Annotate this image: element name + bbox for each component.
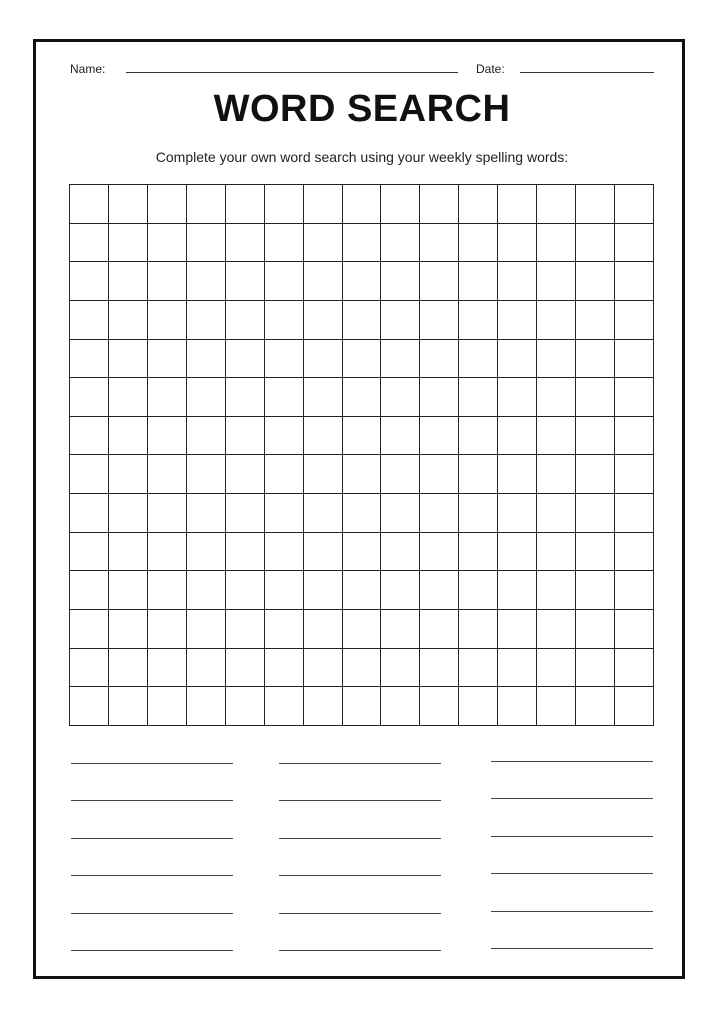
grid-cell[interactable] bbox=[498, 687, 537, 726]
word-search-grid bbox=[69, 184, 654, 726]
grid-cell[interactable] bbox=[109, 610, 148, 649]
grid-cell[interactable] bbox=[187, 533, 226, 572]
grid-cell[interactable] bbox=[304, 185, 343, 224]
grid-cell[interactable] bbox=[537, 417, 576, 456]
grid-cell[interactable] bbox=[265, 417, 304, 456]
grid-cell[interactable] bbox=[459, 571, 498, 610]
grid-cell[interactable] bbox=[537, 455, 576, 494]
grid-cell[interactable] bbox=[343, 224, 382, 263]
grid-cell[interactable] bbox=[420, 378, 459, 417]
grid-cell[interactable] bbox=[420, 417, 459, 456]
grid-cell[interactable] bbox=[498, 340, 537, 379]
word-entry-line[interactable] bbox=[491, 873, 653, 874]
grid-cell[interactable] bbox=[537, 494, 576, 533]
grid-cell[interactable] bbox=[265, 687, 304, 726]
grid-cell[interactable] bbox=[381, 185, 420, 224]
word-entry-line[interactable] bbox=[279, 875, 441, 876]
grid-cell[interactable] bbox=[615, 378, 654, 417]
page-title: WORD SEARCH bbox=[213, 88, 511, 130]
grid-cell[interactable] bbox=[343, 610, 382, 649]
grid-cell[interactable] bbox=[498, 533, 537, 572]
grid-cell[interactable] bbox=[304, 301, 343, 340]
word-entry-line[interactable] bbox=[491, 911, 653, 912]
grid-cell[interactable] bbox=[498, 417, 537, 456]
grid-cell[interactable] bbox=[148, 571, 187, 610]
grid-cell[interactable] bbox=[576, 533, 615, 572]
grid-cell[interactable] bbox=[420, 649, 459, 688]
grid-cell[interactable] bbox=[537, 185, 576, 224]
grid-cell[interactable] bbox=[226, 455, 265, 494]
grid-cell[interactable] bbox=[148, 687, 187, 726]
grid-cell[interactable] bbox=[459, 378, 498, 417]
grid-cell[interactable] bbox=[70, 340, 109, 379]
grid-cell[interactable] bbox=[498, 301, 537, 340]
grid-cell[interactable] bbox=[226, 262, 265, 301]
grid-cell[interactable] bbox=[187, 378, 226, 417]
grid-cell[interactable] bbox=[265, 649, 304, 688]
word-entry-line[interactable] bbox=[71, 763, 233, 764]
grid-cell[interactable] bbox=[498, 494, 537, 533]
grid-cell[interactable] bbox=[187, 610, 226, 649]
grid-cell[interactable] bbox=[226, 417, 265, 456]
grid-cell[interactable] bbox=[615, 610, 654, 649]
grid-cell[interactable] bbox=[381, 610, 420, 649]
grid-cell[interactable] bbox=[148, 610, 187, 649]
grid-cell[interactable] bbox=[381, 340, 420, 379]
grid-cell[interactable] bbox=[109, 687, 148, 726]
word-entry-line[interactable] bbox=[491, 798, 653, 799]
grid-cell[interactable] bbox=[576, 378, 615, 417]
grid-cell[interactable] bbox=[420, 455, 459, 494]
name-label: Name: bbox=[70, 62, 106, 76]
grid-cell[interactable] bbox=[576, 224, 615, 263]
date-field[interactable] bbox=[520, 72, 654, 73]
grid-cell[interactable] bbox=[381, 571, 420, 610]
grid-cell[interactable] bbox=[304, 340, 343, 379]
grid-cell[interactable] bbox=[187, 185, 226, 224]
grid-cell[interactable] bbox=[459, 494, 498, 533]
grid-cell[interactable] bbox=[381, 649, 420, 688]
grid-cell[interactable] bbox=[304, 378, 343, 417]
grid-cell[interactable] bbox=[381, 262, 420, 301]
grid-cell[interactable] bbox=[381, 687, 420, 726]
grid-cell[interactable] bbox=[226, 224, 265, 263]
grid-cell[interactable] bbox=[381, 533, 420, 572]
grid-cell[interactable] bbox=[187, 301, 226, 340]
grid-cell[interactable] bbox=[343, 494, 382, 533]
grid-cell[interactable] bbox=[70, 533, 109, 572]
grid-cell[interactable] bbox=[70, 185, 109, 224]
grid-cell[interactable] bbox=[109, 649, 148, 688]
grid-cell[interactable] bbox=[420, 301, 459, 340]
grid-cell[interactable] bbox=[148, 455, 187, 494]
word-entry-line[interactable] bbox=[71, 838, 233, 839]
name-field[interactable] bbox=[126, 72, 458, 73]
grid-cell[interactable] bbox=[459, 649, 498, 688]
grid-cell[interactable] bbox=[70, 301, 109, 340]
grid-cell[interactable] bbox=[265, 571, 304, 610]
grid-cell[interactable] bbox=[148, 185, 187, 224]
grid-cell[interactable] bbox=[109, 224, 148, 263]
grid-cell[interactable] bbox=[187, 455, 226, 494]
word-entry-line[interactable] bbox=[279, 838, 441, 839]
grid-cell[interactable] bbox=[70, 610, 109, 649]
grid-cell[interactable] bbox=[148, 224, 187, 263]
grid-cell[interactable] bbox=[420, 533, 459, 572]
grid-cell[interactable] bbox=[109, 301, 148, 340]
grid-cell[interactable] bbox=[109, 533, 148, 572]
grid-cell[interactable] bbox=[420, 224, 459, 263]
word-entry-line[interactable] bbox=[279, 800, 441, 801]
grid-cell[interactable] bbox=[304, 610, 343, 649]
grid-cell[interactable] bbox=[459, 533, 498, 572]
grid-cell[interactable] bbox=[343, 455, 382, 494]
grid-cell[interactable] bbox=[420, 185, 459, 224]
grid-cell[interactable] bbox=[109, 494, 148, 533]
grid-cell[interactable] bbox=[537, 649, 576, 688]
grid-cell[interactable] bbox=[537, 687, 576, 726]
grid-cell[interactable] bbox=[148, 494, 187, 533]
grid-cell[interactable] bbox=[304, 224, 343, 263]
grid-cell[interactable] bbox=[615, 417, 654, 456]
grid-cell[interactable] bbox=[226, 340, 265, 379]
grid-cell[interactable] bbox=[70, 262, 109, 301]
grid-cell[interactable] bbox=[576, 494, 615, 533]
grid-cell[interactable] bbox=[226, 494, 265, 533]
grid-cell[interactable] bbox=[615, 687, 654, 726]
grid-cell[interactable] bbox=[343, 533, 382, 572]
word-entry-line[interactable] bbox=[279, 950, 441, 951]
grid-cell[interactable] bbox=[187, 571, 226, 610]
grid-cell[interactable] bbox=[381, 224, 420, 263]
grid-cell[interactable] bbox=[304, 262, 343, 301]
word-entry-line[interactable] bbox=[279, 913, 441, 914]
grid-cell[interactable] bbox=[576, 571, 615, 610]
grid-cell[interactable] bbox=[498, 185, 537, 224]
grid-cell[interactable] bbox=[576, 455, 615, 494]
grid-cell[interactable] bbox=[70, 455, 109, 494]
grid-cell[interactable] bbox=[187, 687, 226, 726]
grid-cell[interactable] bbox=[343, 571, 382, 610]
grid-cell[interactable] bbox=[615, 262, 654, 301]
grid-cell[interactable] bbox=[148, 649, 187, 688]
grid-cell[interactable] bbox=[537, 262, 576, 301]
date-label: Date: bbox=[476, 62, 505, 76]
word-entry-line[interactable] bbox=[491, 761, 653, 762]
grid-cell[interactable] bbox=[576, 185, 615, 224]
grid-cell[interactable] bbox=[459, 224, 498, 263]
grid-cell[interactable] bbox=[70, 687, 109, 726]
grid-cell[interactable] bbox=[615, 649, 654, 688]
grid-cell[interactable] bbox=[537, 224, 576, 263]
grid-cell[interactable] bbox=[576, 262, 615, 301]
grid-cell[interactable] bbox=[420, 687, 459, 726]
grid-cell[interactable] bbox=[537, 378, 576, 417]
grid-cell[interactable] bbox=[187, 417, 226, 456]
grid-cell[interactable] bbox=[576, 649, 615, 688]
grid-cell[interactable] bbox=[265, 610, 304, 649]
grid-cell[interactable] bbox=[265, 185, 304, 224]
grid-cell[interactable] bbox=[615, 301, 654, 340]
grid-cell[interactable] bbox=[420, 494, 459, 533]
grid-cell[interactable] bbox=[226, 649, 265, 688]
grid-cell[interactable] bbox=[265, 262, 304, 301]
grid-cell[interactable] bbox=[381, 417, 420, 456]
word-entry-line[interactable] bbox=[491, 948, 653, 949]
grid-cell[interactable] bbox=[70, 571, 109, 610]
grid-cell[interactable] bbox=[109, 571, 148, 610]
grid-cell[interactable] bbox=[459, 340, 498, 379]
grid-cell[interactable] bbox=[459, 610, 498, 649]
grid-cell[interactable] bbox=[537, 340, 576, 379]
grid-cell[interactable] bbox=[304, 417, 343, 456]
word-entry-line[interactable] bbox=[71, 875, 233, 876]
grid-cell[interactable] bbox=[187, 494, 226, 533]
grid-cell[interactable] bbox=[498, 571, 537, 610]
grid-cell[interactable] bbox=[343, 185, 382, 224]
word-entry-line[interactable] bbox=[71, 950, 233, 951]
grid-cell[interactable] bbox=[615, 455, 654, 494]
grid-cell[interactable] bbox=[226, 185, 265, 224]
grid-cell[interactable] bbox=[265, 455, 304, 494]
grid-cell[interactable] bbox=[304, 687, 343, 726]
grid-cell[interactable] bbox=[343, 649, 382, 688]
grid-cell[interactable] bbox=[420, 610, 459, 649]
grid-cell[interactable] bbox=[304, 455, 343, 494]
grid-cell[interactable] bbox=[148, 533, 187, 572]
grid-cell[interactable] bbox=[615, 494, 654, 533]
grid-cell[interactable] bbox=[537, 301, 576, 340]
grid-cell[interactable] bbox=[226, 378, 265, 417]
grid-cell[interactable] bbox=[70, 417, 109, 456]
grid-cell[interactable] bbox=[498, 649, 537, 688]
grid-cell[interactable] bbox=[265, 301, 304, 340]
grid-cell[interactable] bbox=[226, 571, 265, 610]
grid-cell[interactable] bbox=[615, 185, 654, 224]
grid-cell[interactable] bbox=[226, 301, 265, 340]
grid-cell[interactable] bbox=[498, 378, 537, 417]
grid-cell[interactable] bbox=[148, 340, 187, 379]
grid-cell[interactable] bbox=[70, 224, 109, 263]
grid-cell[interactable] bbox=[148, 378, 187, 417]
grid-cell[interactable] bbox=[109, 185, 148, 224]
grid-cell[interactable] bbox=[537, 610, 576, 649]
grid-cell[interactable] bbox=[576, 301, 615, 340]
grid-cell[interactable] bbox=[420, 571, 459, 610]
grid-cell[interactable] bbox=[343, 340, 382, 379]
grid-cell[interactable] bbox=[343, 417, 382, 456]
word-entry-line[interactable] bbox=[71, 913, 233, 914]
grid-cell[interactable] bbox=[148, 417, 187, 456]
grid-cell[interactable] bbox=[109, 340, 148, 379]
grid-cell[interactable] bbox=[459, 455, 498, 494]
grid-cell[interactable] bbox=[615, 533, 654, 572]
grid-cell[interactable] bbox=[265, 224, 304, 263]
grid-cell[interactable] bbox=[459, 185, 498, 224]
grid-cell[interactable] bbox=[615, 340, 654, 379]
grid-cell[interactable] bbox=[459, 687, 498, 726]
grid-cell[interactable] bbox=[226, 533, 265, 572]
grid-cell[interactable] bbox=[304, 494, 343, 533]
grid-cell[interactable] bbox=[226, 687, 265, 726]
grid-cell[interactable] bbox=[70, 649, 109, 688]
grid-cell[interactable] bbox=[498, 262, 537, 301]
grid-cell[interactable] bbox=[420, 262, 459, 301]
grid-cell[interactable] bbox=[420, 340, 459, 379]
grid-cell[interactable] bbox=[109, 455, 148, 494]
grid-cell[interactable] bbox=[498, 610, 537, 649]
grid-cell[interactable] bbox=[537, 533, 576, 572]
grid-cell[interactable] bbox=[615, 224, 654, 263]
grid-cell[interactable] bbox=[265, 533, 304, 572]
grid-cell[interactable] bbox=[187, 340, 226, 379]
grid-cell[interactable] bbox=[498, 224, 537, 263]
grid-cell[interactable] bbox=[148, 262, 187, 301]
grid-cell[interactable] bbox=[70, 494, 109, 533]
grid-cell[interactable] bbox=[148, 301, 187, 340]
grid-cell[interactable] bbox=[304, 533, 343, 572]
grid-cell[interactable] bbox=[381, 494, 420, 533]
grid-cell[interactable] bbox=[304, 571, 343, 610]
grid-cell[interactable] bbox=[381, 378, 420, 417]
grid-cell[interactable] bbox=[265, 378, 304, 417]
grid-cell[interactable] bbox=[576, 610, 615, 649]
grid-cell[interactable] bbox=[304, 649, 343, 688]
grid-cell[interactable] bbox=[187, 224, 226, 263]
grid-cell[interactable] bbox=[381, 301, 420, 340]
grid-cell[interactable] bbox=[109, 262, 148, 301]
grid-cell[interactable] bbox=[226, 610, 265, 649]
grid-cell[interactable] bbox=[70, 378, 109, 417]
grid-cell[interactable] bbox=[343, 262, 382, 301]
grid-cell[interactable] bbox=[459, 417, 498, 456]
grid-cell[interactable] bbox=[498, 455, 537, 494]
word-entry-line[interactable] bbox=[279, 763, 441, 764]
grid-cell[interactable] bbox=[537, 571, 576, 610]
grid-cell[interactable] bbox=[265, 340, 304, 379]
grid-cell[interactable] bbox=[109, 417, 148, 456]
grid-cell[interactable] bbox=[576, 417, 615, 456]
grid-cell[interactable] bbox=[343, 378, 382, 417]
grid-cell[interactable] bbox=[265, 494, 304, 533]
word-entry-line[interactable] bbox=[491, 836, 653, 837]
grid-cell[interactable] bbox=[459, 301, 498, 340]
grid-cell[interactable] bbox=[576, 340, 615, 379]
grid-cell[interactable] bbox=[459, 262, 498, 301]
grid-cell[interactable] bbox=[343, 301, 382, 340]
grid-cell[interactable] bbox=[187, 262, 226, 301]
instructions-text: Complete your own word search using your weekly spelling words: bbox=[155, 149, 569, 165]
grid-cell[interactable] bbox=[576, 687, 615, 726]
grid-cell[interactable] bbox=[109, 378, 148, 417]
grid-cell[interactable] bbox=[615, 571, 654, 610]
grid-cell[interactable] bbox=[381, 455, 420, 494]
grid-cell[interactable] bbox=[343, 687, 382, 726]
word-entry-line[interactable] bbox=[71, 800, 233, 801]
grid-cell[interactable] bbox=[187, 649, 226, 688]
